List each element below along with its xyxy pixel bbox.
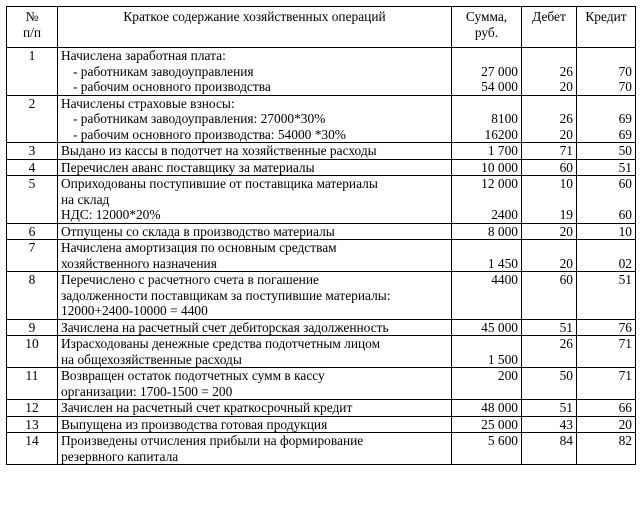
table-body: [7, 48, 636, 465]
operation-description: [58, 240, 452, 272]
description-line: Начислена амортизация по основным средствам: [61, 240, 337, 255]
description-line: Зачислена на расчетный счет дебиторская задолженность: [61, 319, 389, 335]
amount-cell: [452, 336, 522, 368]
debit-cell: [522, 416, 577, 433]
description-line: 12000+2400-10000 = 4400: [61, 303, 208, 318]
description-line: резервного капитала: [61, 448, 179, 464]
amount-cell: [452, 319, 522, 336]
table-row: [7, 176, 636, 224]
credit-account: 76: [618, 319, 632, 335]
row-number: 2: [7, 95, 58, 143]
amount-value: 27 000: [481, 63, 518, 79]
description-line: Израсходованы денежные средства подотчетным лицом: [61, 336, 381, 351]
credit-account: 71: [618, 368, 632, 383]
credit-account: 02: [618, 255, 632, 271]
operation-description: [58, 400, 452, 417]
amount-value: 10 000: [481, 159, 518, 175]
amount-cell: [452, 176, 522, 224]
amount-value: 5 600: [487, 433, 518, 448]
header-number: № п/п: [7, 7, 58, 48]
debit-cell: [522, 319, 577, 336]
credit-account: 69: [618, 111, 632, 126]
amount-value: 16200: [484, 126, 518, 142]
credit-cell: [577, 143, 636, 160]
credit-cell: [577, 336, 636, 368]
description-line: на склад: [61, 191, 110, 207]
amount-value: [455, 96, 518, 112]
row-number: 7: [7, 240, 58, 272]
amount-cell: [452, 159, 522, 176]
description-line: на общехозяйственные расходы: [61, 351, 242, 367]
amount-value: [455, 336, 518, 352]
row-number: 9: [7, 319, 58, 336]
amount-cell: [452, 95, 522, 143]
operation-description: [58, 95, 452, 143]
operation-description: [58, 48, 452, 96]
amount-value: 48 000: [481, 400, 518, 415]
credit-cell: [577, 319, 636, 336]
credit-cell: [577, 223, 636, 240]
debit-account: 26: [559, 336, 573, 351]
description-line: - работникам заводоуправления: 27000*30%: [73, 111, 326, 126]
debit-cell: [522, 368, 577, 400]
amount-value: 25 000: [481, 416, 518, 432]
description-line: Возвращен остаток подотчетных сумм в кассу: [61, 368, 325, 383]
credit-cell: [577, 95, 636, 143]
header-sum: Сумма, руб.: [452, 7, 522, 48]
description-line: Отпущены со склада в производство материалы: [61, 223, 335, 239]
amount-value: 4400: [491, 272, 518, 287]
row-number: 1: [7, 48, 58, 96]
table-row: [7, 95, 636, 143]
table-row: [7, 240, 636, 272]
debit-account: 26: [559, 63, 573, 79]
header-description: Краткое содержание хозяйственных операций: [58, 7, 452, 48]
amount-value: 8100: [491, 111, 518, 126]
amount-value: 200: [497, 368, 518, 383]
amount-value: 2400: [491, 207, 518, 222]
amount-cell: [452, 240, 522, 272]
amount-value: [455, 48, 518, 64]
row-number: 8: [7, 272, 58, 320]
debit-cell: [522, 240, 577, 272]
credit-account: 51: [618, 159, 632, 175]
credit-account: [580, 240, 632, 256]
amount-cell: [452, 48, 522, 96]
amount-cell: [452, 272, 522, 320]
table-row: [7, 400, 636, 417]
credit-account: 82: [618, 433, 632, 448]
row-number: 5: [7, 176, 58, 224]
debit-cell: [522, 143, 577, 160]
description-line: Начислены страховые взносы:: [61, 95, 235, 111]
debit-account: 43: [559, 416, 573, 432]
debit-account: 50: [559, 368, 573, 383]
debit-cell: [522, 400, 577, 417]
table-row: [7, 272, 636, 320]
table-row: [7, 143, 636, 160]
description-line: Перечислено с расчетного счета в погашение: [61, 272, 319, 287]
table-row: [7, 223, 636, 240]
table-row: [7, 159, 636, 176]
debit-account: [525, 96, 573, 112]
description-line: НДС: 12000*20%: [61, 207, 161, 222]
debit-account: [525, 192, 573, 208]
debit-account: 10: [559, 176, 573, 191]
row-number: 11: [7, 368, 58, 400]
operation-description: [58, 176, 452, 224]
operation-description: [58, 368, 452, 400]
amount-cell: [452, 416, 522, 433]
debit-cell: [522, 272, 577, 320]
operation-description: [58, 159, 452, 176]
debit-cell: [522, 159, 577, 176]
amount-value: 1 450: [487, 255, 518, 271]
header-debit: Дебет: [522, 7, 577, 48]
header-credit: Кредит: [577, 7, 636, 48]
amount-cell: [452, 368, 522, 400]
description-line: - работникам заводоуправления: [73, 63, 254, 79]
table-header-row: [7, 7, 636, 48]
table-row: [7, 368, 636, 400]
description-line: - рабочим основного производства: [73, 79, 271, 94]
credit-cell: [577, 368, 636, 400]
description-line: Оприходованы поступившие от поставщика материалы: [61, 176, 378, 191]
table-row: [7, 319, 636, 336]
credit-account: [580, 96, 632, 112]
debit-account: 84: [559, 433, 573, 448]
table-row: [7, 336, 636, 368]
credit-account: 70: [618, 63, 632, 79]
description-line: Зачислен на расчетный счет краткосрочный кредит: [61, 400, 353, 415]
credit-account: [580, 192, 632, 208]
table-row: [7, 416, 636, 433]
operation-description: [58, 319, 452, 336]
amount-value: 8 000: [487, 223, 518, 239]
table-row: [7, 433, 636, 465]
row-number: 14: [7, 433, 58, 465]
amount-value: 12 000: [481, 176, 518, 191]
debit-cell: [522, 336, 577, 368]
description-line: Перечислен аванс поставщику за материалы: [61, 159, 315, 175]
amount-cell: [452, 223, 522, 240]
credit-account: 20: [618, 416, 632, 432]
amount-cell: [452, 433, 522, 465]
credit-account: [580, 48, 632, 64]
debit-account: 20: [559, 126, 573, 142]
debit-cell: [522, 95, 577, 143]
operation-description: [58, 272, 452, 320]
debit-cell: [522, 176, 577, 224]
row-number: 13: [7, 416, 58, 433]
credit-cell: [577, 272, 636, 320]
operations-table: [6, 6, 636, 465]
description-line: Выпущена из производства готовая продукция: [61, 416, 328, 432]
credit-account: 60: [618, 176, 632, 191]
credit-cell: [577, 176, 636, 224]
row-number: 6: [7, 223, 58, 240]
operation-description: [58, 143, 452, 160]
debit-account: 60: [559, 159, 573, 175]
debit-account: 19: [559, 207, 573, 222]
debit-cell: [522, 223, 577, 240]
credit-account: 10: [618, 223, 632, 239]
debit-account: 26: [559, 111, 573, 126]
credit-account: 50: [618, 143, 632, 158]
row-number: 10: [7, 336, 58, 368]
description-line: Выдано из кассы в подотчет на хозяйственные расходы: [61, 143, 377, 158]
credit-cell: [577, 433, 636, 465]
amount-cell: [452, 143, 522, 160]
credit-account: 71: [618, 336, 632, 351]
credit-cell: [577, 159, 636, 176]
row-number: 4: [7, 159, 58, 176]
amount-value: [455, 240, 518, 256]
description-line: - рабочим основного производства: 54000 *30%: [73, 126, 346, 142]
debit-account: 20: [559, 223, 573, 239]
operation-description: [58, 223, 452, 240]
row-number: 3: [7, 143, 58, 160]
debit-account: 51: [559, 400, 573, 415]
credit-account: 66: [618, 400, 632, 415]
credit-account: 51: [618, 272, 632, 287]
credit-account: 69: [618, 126, 632, 142]
credit-account: 70: [618, 79, 632, 94]
amount-value: 54 000: [481, 79, 518, 94]
operation-description: [58, 336, 452, 368]
credit-cell: [577, 48, 636, 96]
description-line: хозяйственного назначения: [61, 255, 217, 271]
operation-description: [58, 416, 452, 433]
table-row: [7, 48, 636, 96]
debit-account: [525, 240, 573, 256]
credit-account: 60: [618, 207, 632, 222]
debit-account: 60: [559, 272, 573, 287]
debit-cell: [522, 48, 577, 96]
operation-description: [58, 433, 452, 465]
amount-value: 1 700: [487, 143, 518, 158]
amount-value: 45 000: [481, 319, 518, 335]
credit-cell: [577, 416, 636, 433]
debit-cell: [522, 433, 577, 465]
amount-value: [455, 192, 518, 208]
description-line: организации: 1700-1500 = 200: [61, 383, 233, 399]
amount-value: 1 500: [487, 351, 518, 367]
description-line: Начислена заработная плата:: [61, 48, 226, 63]
row-number: 12: [7, 400, 58, 417]
debit-account: 20: [559, 255, 573, 271]
description-line: задолженности поставщикам за поступившие материалы:: [61, 287, 391, 303]
debit-account: 71: [559, 143, 573, 158]
credit-cell: [577, 240, 636, 272]
description-line: Произведены отчисления прибыли на формирование: [61, 433, 364, 448]
debit-account: [525, 48, 573, 64]
debit-account: 20: [559, 79, 573, 94]
debit-account: 51: [559, 319, 573, 335]
amount-cell: [452, 400, 522, 417]
credit-cell: [577, 400, 636, 417]
